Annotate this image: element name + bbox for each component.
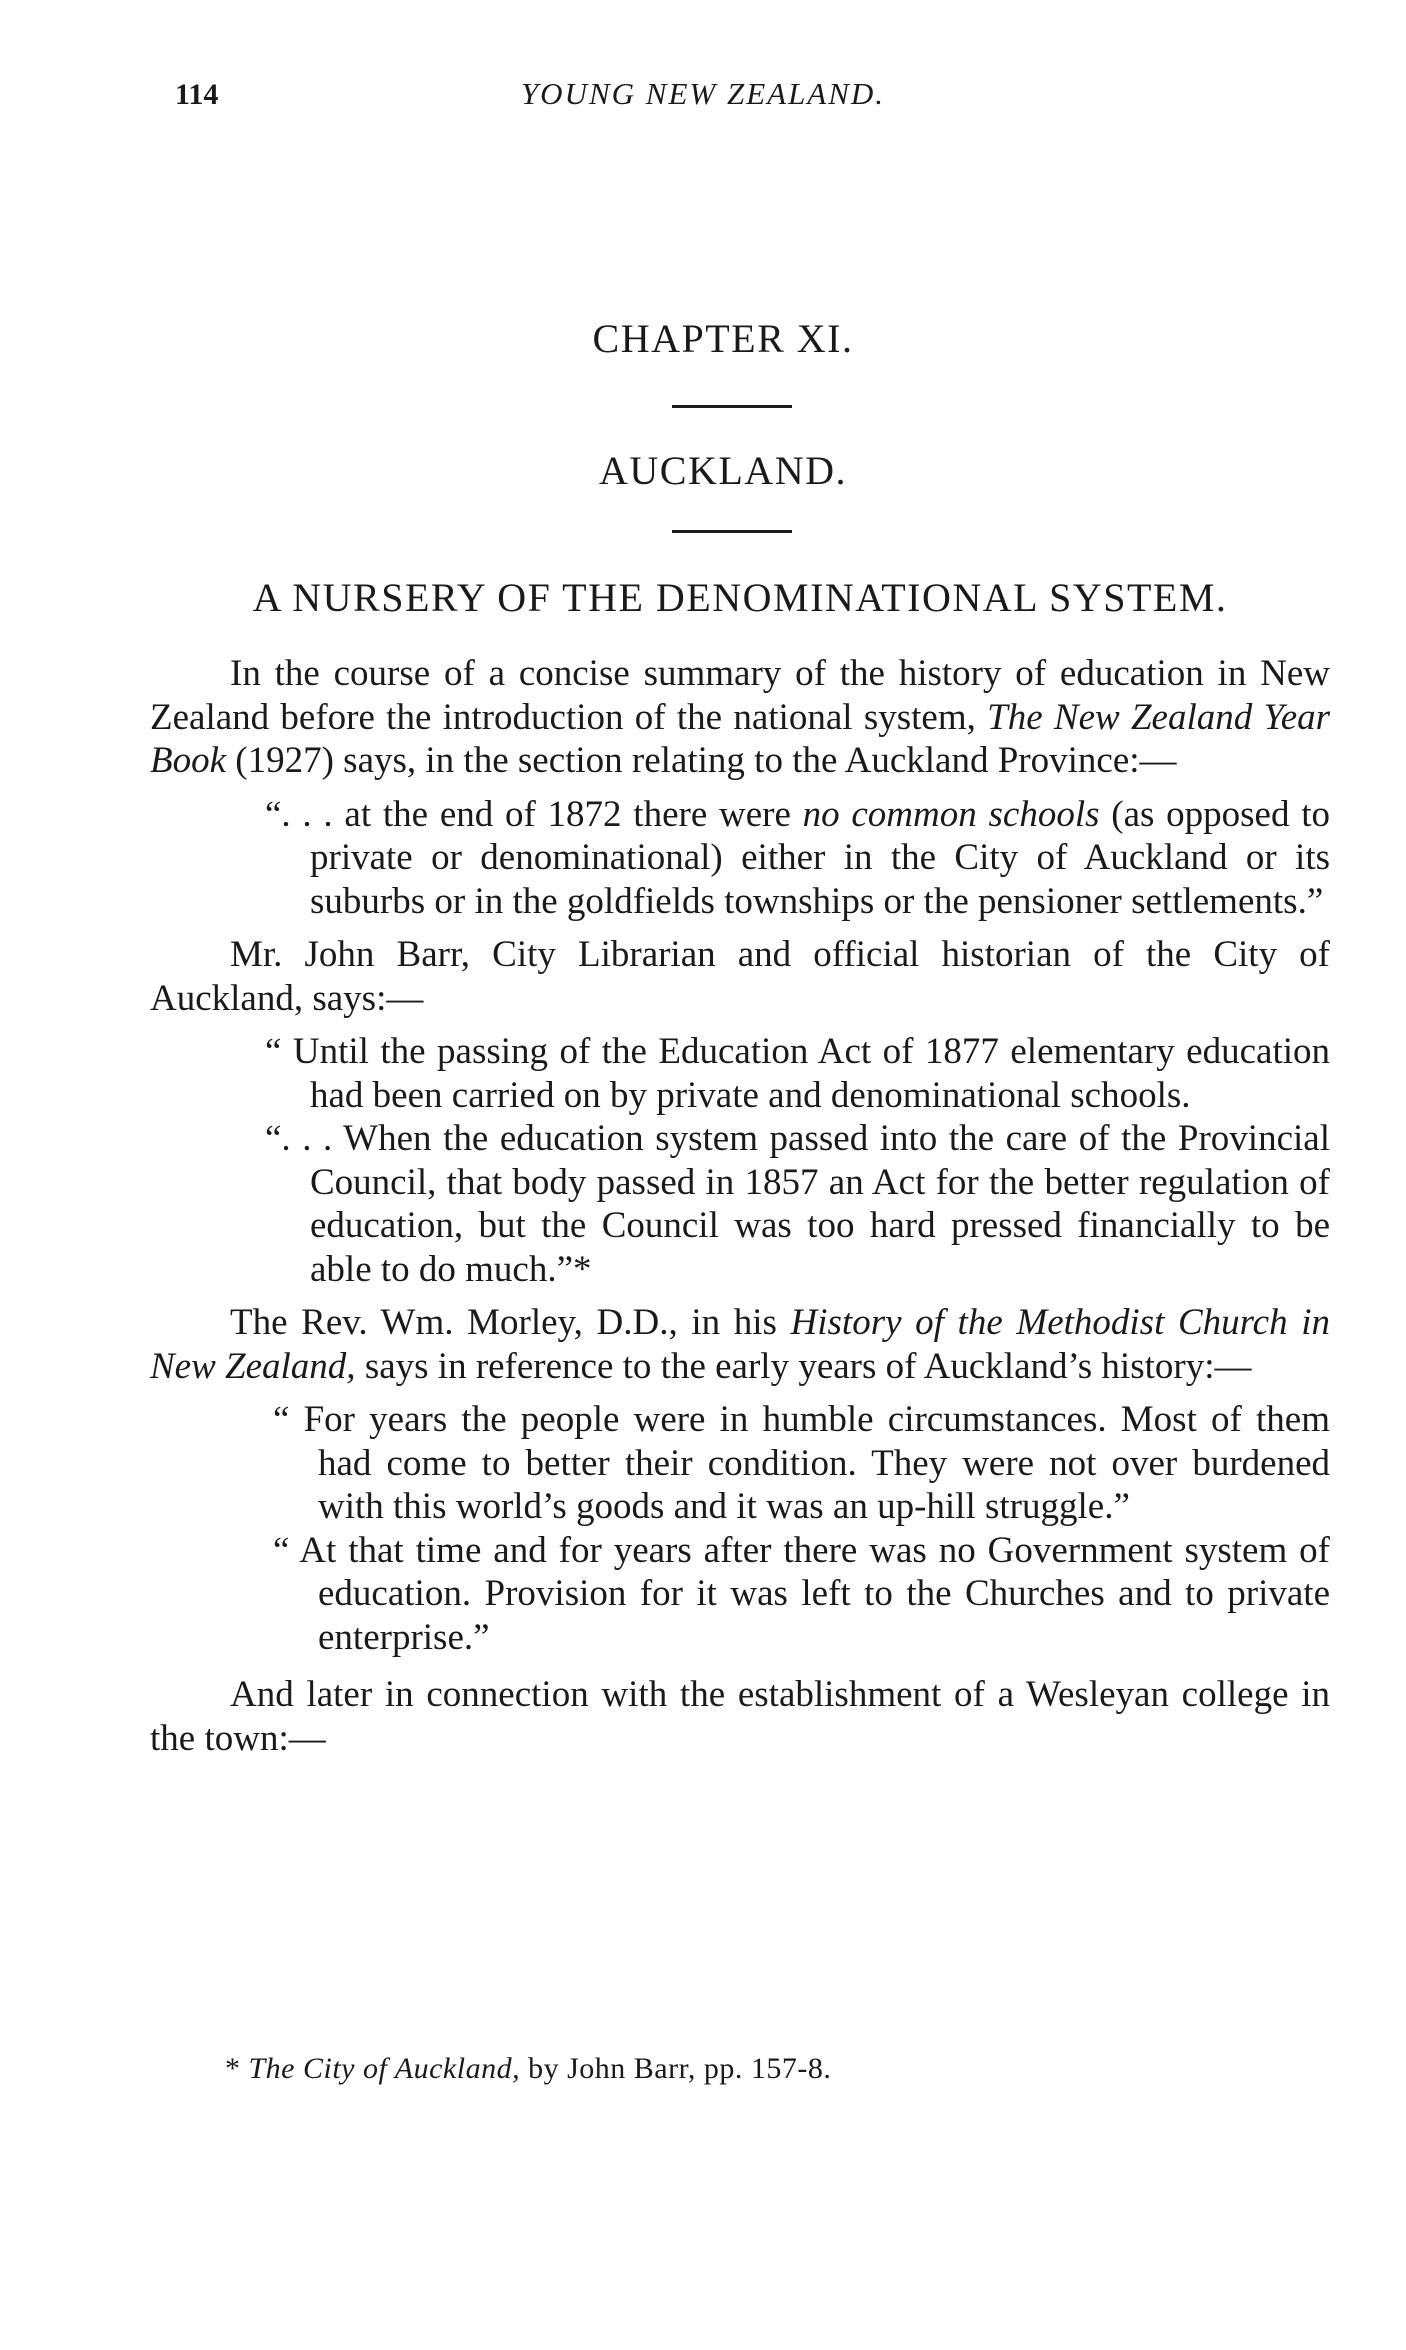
footnote-citation: by John Barr, pp. 157-8. — [528, 2052, 832, 2085]
paragraph-barr: Mr. John Barr, City Librarian and official historian of the City of Auckland, says:— — [150, 934, 1330, 1019]
paragraph-year-book: In the course of a concise summary of the history of education in New Zealand before the introduction of the national system, The New Zealand Year Book (1927) says, in the section relating to the Auckland Province:— — [150, 653, 1331, 781]
running-title: YOUNG NEW ZEALAND. — [520, 76, 886, 111]
quote-provincial-council: “. . . When the education system passed into the care of the Provincial Council, that body passed in 1857 an Act for the better regulation of education, but the Council was too hard pressed financially to be able to do much.”* — [265, 1118, 1330, 1290]
footnote — [225, 2052, 831, 2086]
quote-no-government-system: “ At that time and for years after there was no Government system of education. Provision for it was left to the Churches and to private enterprise.” — [273, 1529, 1330, 1658]
book-title: The New Zealand Year Book — [150, 696, 1331, 781]
divider-rule — [672, 405, 792, 408]
book-title: History of the Methodist Church in New Zealand, — [150, 1302, 1331, 1387]
body-text — [150, 652, 1330, 1760]
quote-humble-circumstances: “ For years the people were in humble circumstances. Most of them had come to better their condition. They were not over burdened with this world’s goods and it was an up-hill struggle.” — [273, 1399, 1330, 1527]
page-number: 114 — [175, 78, 219, 111]
emphasis: no common schools — [802, 793, 1100, 835]
footnote-marker: * — [225, 2052, 241, 2085]
paragraph-wesleyan-college: And later in connection with the establishment of a Wesleyan college in the town:— — [150, 1674, 1330, 1759]
footnote-title: The City of Auckland, — [248, 2052, 521, 2085]
quote-common-schools: “. . . at the end of 1872 there were no common schools (as opposed to private or denominational) either in the City of Auckland or its suburbs or in the goldfields townships or the pensioner settlements.” — [265, 793, 1330, 922]
paragraph-morley: The Rev. Wm. Morley, D.D., in his History of the Methodist Church in New Zealand, says in reference to the early years of Auckland’s history:— — [150, 1302, 1331, 1387]
chapter-number: CHAPTER XI. — [592, 316, 854, 361]
divider-rule — [672, 530, 792, 533]
chapter-title: AUCKLAND. — [599, 448, 847, 493]
section-title: A NURSERY OF THE DENOMINATIONAL SYSTEM. — [252, 575, 1228, 620]
quote-education-act: “ Until the passing of the Education Act of 1877 elementary education had been carried on by private and denominational schools. — [265, 1031, 1330, 1116]
